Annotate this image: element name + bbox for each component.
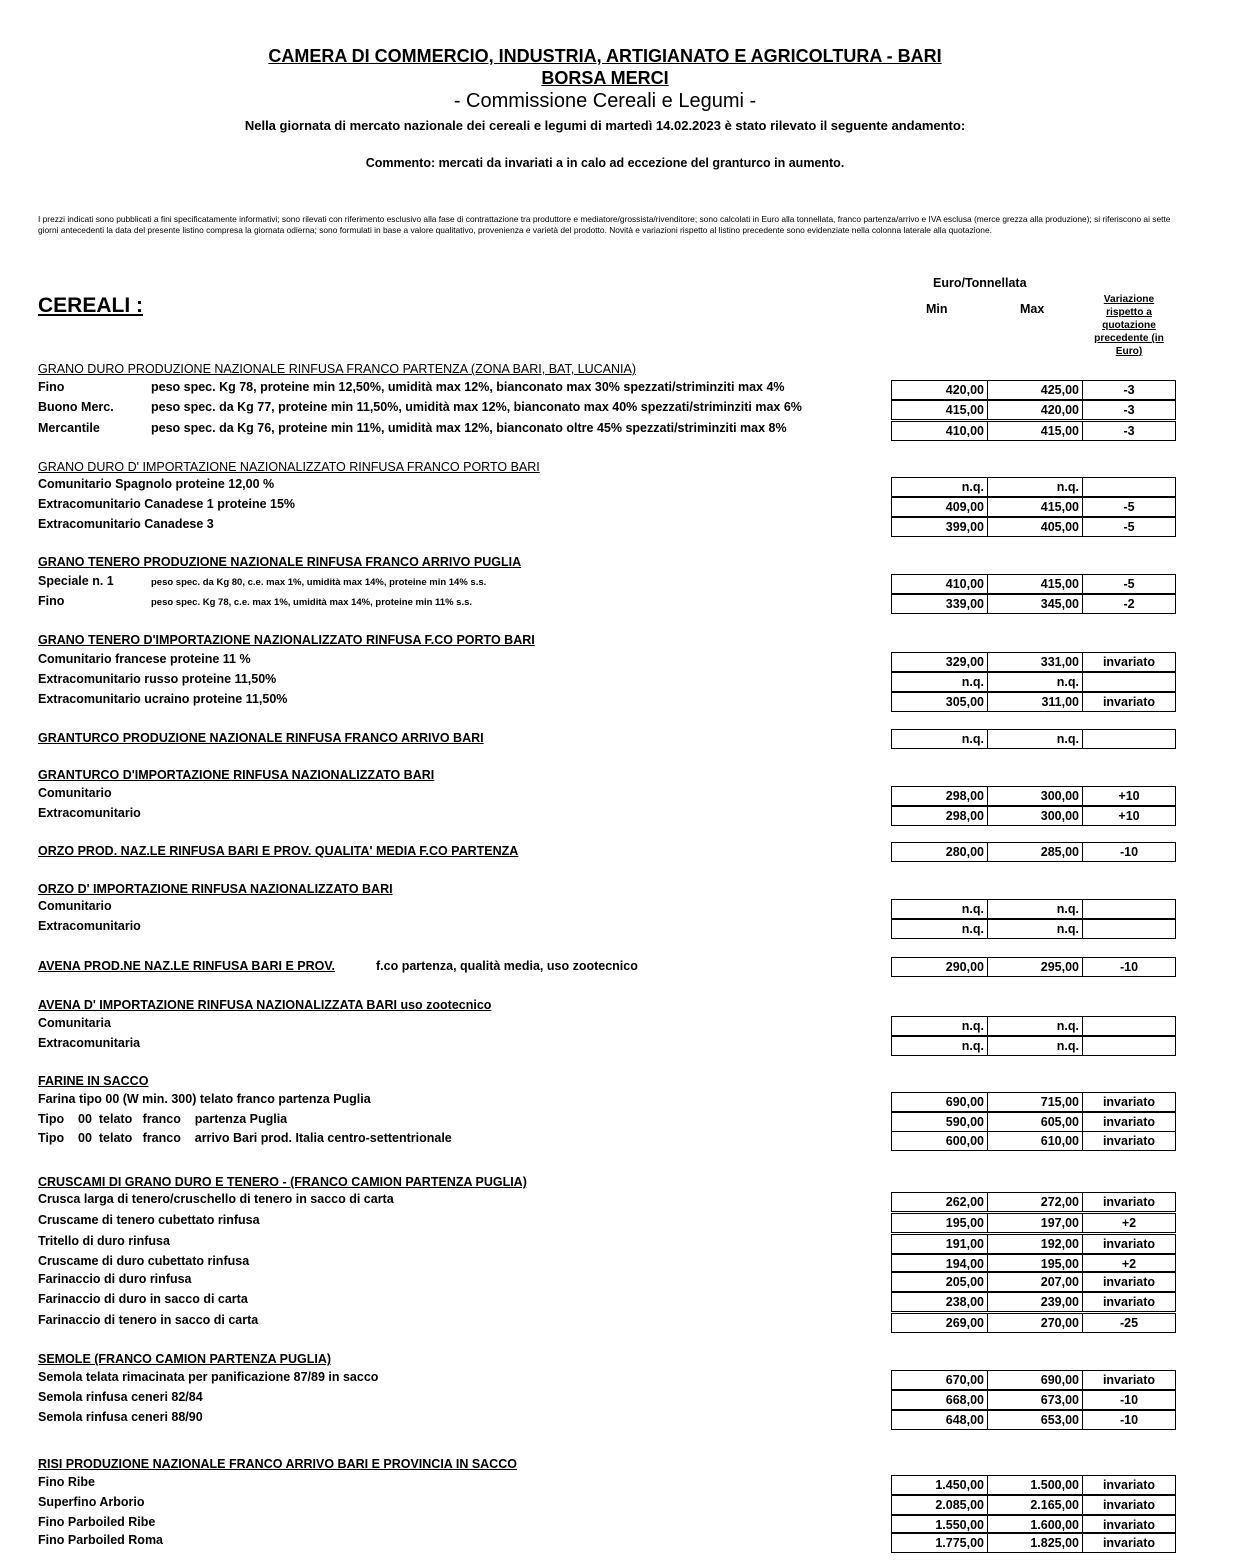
max-price: 295,00 <box>988 958 1083 976</box>
max-price: 420,00 <box>988 401 1083 419</box>
max-price: 1.500,00 <box>988 1476 1083 1494</box>
section-title: SEMOLE (FRANCO CAMION PARTENZA PUGLIA) <box>38 1352 332 1366</box>
max-price: 331,00 <box>988 653 1083 671</box>
max-price: 2.165,00 <box>988 1496 1083 1514</box>
min-price: 329,00 <box>892 653 988 671</box>
price-variation: -25 <box>1119 1316 1139 1330</box>
max-price: 270,00 <box>988 1314 1083 1332</box>
max-price: 192,00 <box>988 1235 1083 1253</box>
max-price: 239,00 <box>988 1293 1083 1311</box>
max-price: n.q. <box>988 920 1083 938</box>
section-title: AVENA PROD.NE NAZ.LE RINFUSA BARI E PROV. <box>38 959 336 973</box>
max-price: 673,00 <box>988 1391 1083 1409</box>
min-price: 191,00 <box>892 1235 988 1253</box>
price-variation: -5 <box>1123 577 1135 591</box>
max-price: 311,00 <box>988 693 1083 711</box>
row-label: Comunitario Spagnolo proteine 12,00 % <box>38 477 275 491</box>
row-description: peso spec. Kg 78, proteine min 12,50%, umidità max 12%, bianconato max 30% spezzati/striminziti max 4% <box>151 380 785 394</box>
section-title: ORZO PROD. NAZ.LE RINFUSA BARI E PROV. QUALITA' MEDIA F.CO PARTENZA <box>38 844 519 858</box>
row-label: Cruscame di duro cubettato rinfusa <box>38 1254 250 1268</box>
row-label: Extracomunitario <box>38 919 141 933</box>
row-label: Extracomunitario Canadese 1 proteine 15% <box>38 497 296 511</box>
max-price: 1.600,00 <box>988 1516 1083 1532</box>
min-price: 339,00 <box>892 595 988 613</box>
unit-label: Euro/Tonnellata <box>933 276 1027 290</box>
row-label: Comunitario francese proteine 11 % <box>38 652 251 666</box>
section-title: FARINE IN SACCO <box>38 1074 149 1088</box>
max-price: 415,00 <box>988 575 1083 593</box>
price-variation: -10 <box>1119 1393 1139 1407</box>
row-label: Fino <box>38 380 65 394</box>
row-label: Mercantile <box>38 421 100 435</box>
row-description: peso spec. da Kg 80, c.e. max 1%, umidità max 14%, proteine min 14% s.s. <box>151 577 487 588</box>
price-variation: invariato <box>1102 1095 1156 1109</box>
min-price: 415,00 <box>892 401 988 419</box>
price-variation: -10 <box>1119 960 1139 974</box>
max-price: 425,00 <box>988 381 1083 399</box>
row-label: Extracomunitario russo proteine 11,50% <box>38 672 277 686</box>
price-variation: invariato <box>1102 695 1156 709</box>
price-variation: -2 <box>1123 597 1135 611</box>
chamber-title: CAMERA DI COMMERCIO, INDUSTRIA, ARTIGIANATO E AGRICOLTURA - BARI <box>268 46 942 66</box>
price-variation: invariato <box>1102 1518 1156 1532</box>
min-column-header: Min <box>926 302 948 316</box>
row-label: Tipo 00 telato franco partenza Puglia <box>38 1112 288 1126</box>
max-price: 300,00 <box>988 787 1083 805</box>
min-price: n.q. <box>892 1037 988 1055</box>
min-price: n.q. <box>892 920 988 938</box>
max-price: n.q. <box>988 478 1083 496</box>
price-variation: -10 <box>1119 1413 1139 1427</box>
row-label: Comunitaria <box>38 1016 111 1030</box>
min-price: 648,00 <box>892 1411 988 1429</box>
section-title: AVENA D' IMPORTAZIONE RINFUSA NAZIONALIZZATA BARI uso zootecnico <box>38 998 492 1012</box>
row-label: Tritello di duro rinfusa <box>38 1234 170 1248</box>
min-price: 410,00 <box>892 575 988 593</box>
row-label: Extracomunitario ucraino proteine 11,50% <box>38 692 288 706</box>
min-price: 298,00 <box>892 807 988 825</box>
min-price: 1.550,00 <box>892 1516 988 1532</box>
price-variation <box>1083 900 1175 918</box>
commission-title: - Commissione Cereali e Legumi - <box>453 90 757 112</box>
price-variation: invariato <box>1102 1275 1156 1289</box>
price-variation: invariato <box>1102 1134 1156 1148</box>
variation-column-header: Variazione rispetto a quotazione precedente (in Euro) <box>1094 294 1164 357</box>
max-price: n.q. <box>988 1037 1083 1055</box>
max-price: 300,00 <box>988 807 1083 825</box>
min-price: 195,00 <box>892 1214 988 1232</box>
row-label: Fino Parboiled Roma <box>38 1533 164 1547</box>
max-price: n.q. <box>988 1017 1083 1035</box>
max-column-header: Max <box>1020 302 1045 316</box>
row-label: Superfino Arborio <box>38 1495 145 1509</box>
min-price: 690,00 <box>892 1093 988 1111</box>
market-comment: Commento: mercati da invariati a in calo ad eccezione del granturco in aumento. <box>365 156 845 170</box>
section-title-extra: f.co partenza, qualità media, uso zootecnico <box>376 959 638 973</box>
row-label: Extracomunitario Canadese 3 <box>38 517 214 531</box>
min-price: 194,00 <box>892 1255 988 1271</box>
section-title: ORZO D' IMPORTAZIONE RINFUSA NAZIONALIZZATO BARI <box>38 882 393 896</box>
max-price: 285,00 <box>988 843 1083 861</box>
row-label: Extracomunitario <box>38 806 141 820</box>
section-title: CRUSCAMI DI GRANO DURO E TENERO - (FRANCO CAMION PARTENZA PUGLIA) <box>38 1175 527 1189</box>
min-price: 590,00 <box>892 1113 988 1131</box>
min-price: n.q. <box>892 1017 988 1035</box>
min-price: 280,00 <box>892 843 988 861</box>
min-price: n.q. <box>892 478 988 496</box>
price-variation <box>1083 1017 1175 1035</box>
section-title: GRANO TENERO PRODUZIONE NAZIONALE RINFUSA FRANCO ARRIVO PUGLIA <box>38 555 522 569</box>
row-label: Crusca larga di tenero/cruschello di tenero in sacco di carta <box>38 1192 394 1206</box>
max-price: 415,00 <box>988 422 1083 440</box>
row-label: Fino Parboiled Ribe <box>38 1515 156 1529</box>
section-title: RISI PRODUZIONE NAZIONALE FRANCO ARRIVO BARI E PROVINCIA IN SACCO <box>38 1457 517 1471</box>
min-price: n.q. <box>892 730 988 748</box>
row-label: Cruscame di tenero cubettato rinfusa <box>38 1213 260 1227</box>
min-price: 409,00 <box>892 498 988 516</box>
row-label: Semola rinfusa ceneri 88/90 <box>38 1410 203 1424</box>
min-price: 298,00 <box>892 787 988 805</box>
price-variation: -5 <box>1123 520 1135 534</box>
price-variation: invariato <box>1102 1237 1156 1251</box>
max-price: 605,00 <box>988 1113 1083 1131</box>
max-price: 715,00 <box>988 1093 1083 1111</box>
price-variation <box>1083 478 1175 496</box>
row-description: peso spec. Kg 78, c.e. max 1%, umidità max 14%, proteine min 11% s.s. <box>151 597 473 608</box>
min-price: 410,00 <box>892 422 988 440</box>
price-variation: -3 <box>1123 403 1135 417</box>
price-variation: +2 <box>1121 1257 1137 1271</box>
max-price: 195,00 <box>988 1255 1083 1271</box>
row-label: Fino Ribe <box>38 1475 95 1489</box>
min-price: 262,00 <box>892 1193 988 1211</box>
price-variation: invariato <box>1102 1536 1156 1550</box>
min-price: n.q. <box>892 900 988 918</box>
min-price: 670,00 <box>892 1371 988 1389</box>
row-label: Semola rinfusa ceneri 82/84 <box>38 1390 203 1404</box>
row-label: Comunitario <box>38 899 112 913</box>
max-price: 1.825,00 <box>988 1534 1083 1552</box>
price-variation: invariato <box>1102 1478 1156 1492</box>
disclaimer-text: I prezzi indicati sono pubblicati a fini specificatamente informativi; sono rilevati con riferimento esclusivo alla fase di contrattazione tra produttore e mediatore/grossista/rivenditore; sono calcolati in Euro alla tonnellata, franco partenza/arrivo e IVA esclusa (merce grezza alla produzione); si riferiscono ai sette giorni antecedenti la data del presente listino compresa la giornata odierna; sono formulati in base a valore qualitativo, provenienza e varietà del prodotto. Novità e variazioni rispetto al listino precedente sono evidenziate nella colonna laterale alla quotazione. <box>38 214 1171 235</box>
row-label: Semola telata rimacinata per panificazione 87/89 in sacco <box>38 1370 379 1384</box>
price-variation <box>1083 920 1175 938</box>
row-label: Farinaccio di tenero in sacco di carta <box>38 1313 259 1327</box>
min-price: 1.775,00 <box>892 1534 988 1552</box>
row-description: peso spec. da Kg 76, proteine min 11%, umidità max 12%, bianconato oltre 45% spezzati/striminziti max 8% <box>151 421 787 435</box>
row-label: Farinaccio di duro rinfusa <box>38 1272 192 1286</box>
min-price: 399,00 <box>892 518 988 536</box>
price-variation <box>1083 730 1175 748</box>
max-price: 653,00 <box>988 1411 1083 1429</box>
row-description: peso spec. da Kg 77, proteine min 11,50%, umidità max 12%, bianconato max 40% spezzati/striminziti max 6% <box>151 400 802 414</box>
price-variation <box>1083 673 1175 691</box>
row-label: Tipo 00 telato franco arrivo Bari prod. Italia centro-settentrionale <box>38 1131 452 1145</box>
max-price: n.q. <box>988 673 1083 691</box>
max-price: 197,00 <box>988 1214 1083 1232</box>
max-price: 272,00 <box>988 1193 1083 1211</box>
price-variation: -5 <box>1123 500 1135 514</box>
min-price: 290,00 <box>892 958 988 976</box>
max-price: n.q. <box>988 730 1083 748</box>
section-title: GRANTURCO D'IMPORTAZIONE RINFUSA NAZIONALIZZATO BARI <box>38 768 435 782</box>
market-date-line: Nella giornata di mercato nazionale dei cereali e legumi di martedì 14.02.2023 è stato rilevato il seguente andamento: <box>244 118 966 133</box>
min-price: 668,00 <box>892 1391 988 1409</box>
row-label: Extracomunitaria <box>38 1036 141 1050</box>
section-title: GRANO DURO D' IMPORTAZIONE NAZIONALIZZATO RINFUSA FRANCO PORTO BARI <box>38 460 540 474</box>
price-variation: +10 <box>1118 789 1140 803</box>
row-label: Comunitario <box>38 786 112 800</box>
price-variation: invariato <box>1102 655 1156 669</box>
min-price: 1.450,00 <box>892 1476 988 1494</box>
max-price: 345,00 <box>988 595 1083 613</box>
price-variation: +10 <box>1118 809 1140 823</box>
min-price: 305,00 <box>892 693 988 711</box>
price-variation: invariato <box>1102 1195 1156 1209</box>
min-price: 420,00 <box>892 381 988 399</box>
max-price: 415,00 <box>988 498 1083 516</box>
price-variation: -3 <box>1123 383 1135 397</box>
row-label: Farina tipo 00 (W min. 300) telato franco partenza Puglia <box>38 1092 371 1106</box>
price-variation: invariato <box>1102 1295 1156 1309</box>
row-label: Speciale n. 1 <box>38 574 114 588</box>
min-price: 2.085,00 <box>892 1496 988 1514</box>
min-price: n.q. <box>892 673 988 691</box>
section-title: GRANO DURO PRODUZIONE NAZIONALE RINFUSA FRANCO PARTENZA (ZONA BARI, BAT, LUCANIA) <box>38 362 636 376</box>
price-variation <box>1083 1037 1175 1055</box>
max-price: 405,00 <box>988 518 1083 536</box>
section-title: GRANO TENERO D'IMPORTAZIONE NAZIONALIZZATO RINFUSA F.CO PORTO BARI <box>38 633 535 647</box>
price-variation: invariato <box>1102 1373 1156 1387</box>
price-variation: -10 <box>1119 845 1139 859</box>
min-price: 269,00 <box>892 1314 988 1332</box>
max-price: n.q. <box>988 900 1083 918</box>
max-price: 610,00 <box>988 1132 1083 1150</box>
price-variation: +2 <box>1121 1216 1137 1230</box>
max-price: 207,00 <box>988 1273 1083 1291</box>
cereali-heading: CEREALI : <box>38 294 143 317</box>
min-price: 600,00 <box>892 1132 988 1150</box>
price-variation: invariato <box>1102 1115 1156 1129</box>
min-price: 238,00 <box>892 1293 988 1311</box>
price-variation: -3 <box>1123 424 1135 438</box>
max-price: 690,00 <box>988 1371 1083 1389</box>
row-label: Farinaccio di duro in sacco di carta <box>38 1292 248 1306</box>
section-title: GRANTURCO PRODUZIONE NAZIONALE RINFUSA FRANCO ARRIVO BARI <box>38 731 484 745</box>
min-price: 205,00 <box>892 1273 988 1291</box>
row-label: Fino <box>38 594 65 608</box>
borsa-merci-title: BORSA MERCI <box>541 68 669 88</box>
row-label: Buono Merc. <box>38 400 114 414</box>
price-variation: invariato <box>1102 1498 1156 1512</box>
